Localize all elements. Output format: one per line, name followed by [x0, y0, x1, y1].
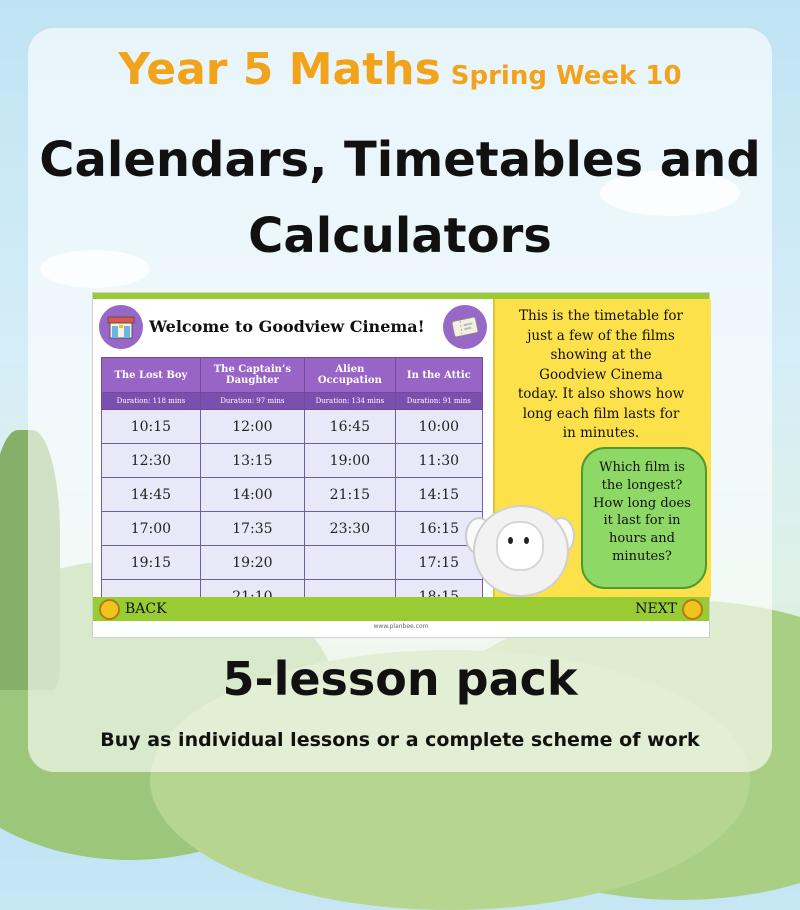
showtime-cell: 17:15 [395, 546, 482, 580]
next-coin-icon [682, 599, 703, 620]
back-coin-icon [99, 599, 120, 620]
term-label: Spring Week 10 [450, 61, 682, 91]
showtime-cell: 16:15 [395, 512, 482, 546]
ticket-icon [443, 305, 487, 349]
film-duration-cell: Duration: 97 mins [200, 393, 304, 410]
cinema-icon [99, 305, 143, 349]
showtime-cell: 14:45 [102, 478, 201, 512]
slide-preview [92, 292, 710, 638]
sheep-face [496, 521, 544, 571]
table-row [102, 444, 483, 478]
timetable-duration-row [102, 393, 483, 410]
table-row [102, 546, 483, 580]
slide-info-text: This is the timetable for just a few of the films showing at the Goodview Cinema today. It also shows how long each film lasts for in minutes. [517, 308, 685, 441]
slide-heading: Welcome to Goodview Cinema! [149, 317, 425, 336]
back-button[interactable] [99, 597, 167, 621]
sheep-eye [508, 537, 513, 544]
slide-footer-url: www.planbee.com [373, 623, 429, 630]
table-row [102, 410, 483, 444]
page-title-line2: Calculators [248, 208, 552, 264]
showtime-cell: 14:00 [200, 478, 304, 512]
film-duration-cell: Duration: 134 mins [305, 393, 396, 410]
timetable-header-row [102, 358, 483, 393]
showtime-cell: 10:00 [395, 410, 482, 444]
table-row [102, 512, 483, 546]
back-label: BACK [125, 601, 167, 617]
film-duration-cell: Duration: 91 mins [395, 393, 482, 410]
showtime-cell: 23:30 [305, 512, 396, 546]
showtime-cell: 16:45 [305, 410, 396, 444]
film-duration-cell: Duration: 118 mins [102, 393, 201, 410]
showtime-cell: 17:35 [200, 512, 304, 546]
showtime-cell: 19:00 [305, 444, 396, 478]
next-label: NEXT [635, 601, 677, 617]
film-title-cell: Alien Occupation [305, 358, 396, 393]
table-row [102, 478, 483, 512]
showtime-cell: 13:15 [200, 444, 304, 478]
showtime-cell: 14:15 [395, 478, 482, 512]
year-heading [0, 44, 800, 95]
cinema-timetable [101, 357, 483, 614]
pack-label: 5-lesson pack [222, 652, 578, 706]
page-title-line1: Calendars, Timetables and [39, 132, 761, 188]
film-title-cell: In the Attic [395, 358, 482, 393]
film-title-cell: The Lost Boy [102, 358, 201, 393]
showtime-cell [305, 546, 396, 580]
film-title-cell: The Captain’s Daughter [200, 358, 304, 393]
showtime-cell: 19:15 [102, 546, 201, 580]
next-button[interactable] [635, 597, 703, 621]
page-title [0, 122, 800, 274]
showtime-cell: 21:15 [305, 478, 396, 512]
slide-nav-bar [93, 597, 709, 621]
showtime-cell: 19:20 [200, 546, 304, 580]
showtime-cell: 12:00 [200, 410, 304, 444]
pack-subtitle: Buy as individual lessons or a complete scheme of work [100, 729, 700, 751]
year-label: Year 5 Maths [118, 44, 441, 95]
showtime-cell: 12:30 [102, 444, 201, 478]
sheep-eye [524, 537, 529, 544]
showtime-cell: 10:15 [102, 410, 201, 444]
showtime-cell: 17:00 [102, 512, 201, 546]
showtime-cell: 11:30 [395, 444, 482, 478]
speech-bubble-question: Which film is the longest? How long does it last for in hours and minutes? [593, 460, 691, 564]
